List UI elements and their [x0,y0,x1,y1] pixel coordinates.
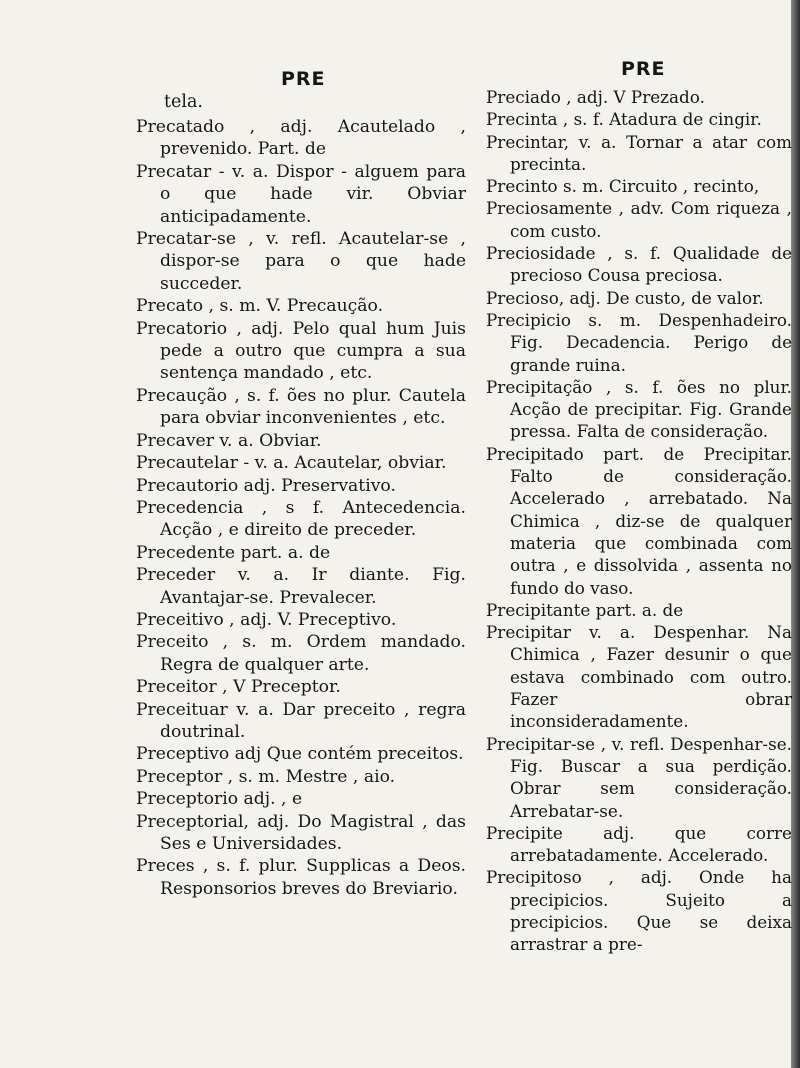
dictionary-entry: Precatar-se , v. refl. Acautelar-se , dispor-se para o que hade succeder. [136,229,466,294]
dictionary-entry: Preciado , adj. V Prezado. [486,87,705,107]
dictionary-entry: Precautorio adj. Preservativo. [136,475,396,496]
left-running-header: PRE [281,68,326,90]
dictionary-entry: Preciosidade , s. f. Qualidade de precioso Cousa preciosa. [486,243,792,286]
dictionary-entry: Precipitar-se , v. refl. Despenhar-se. Fig. Buscar a sua perdição. Obrar sem consideração. Arrebatar-se. [486,733,792,821]
dictionary-entry: Precedencia , s f. Antecedencia. Acção , e direito de preceder. [136,497,466,541]
dictionary-entry: Precipitado part. de Precipitar. Falto de consideração. Accelerado , arrebatado. Na Chimica , diz-se de qualquer materia que combinada com outra , e dissolvida , assenta no fundo do vaso. [486,443,792,598]
left-entry-list [136,116,466,900]
dictionary-entry: Precato , s. m. V. Precaução. [136,296,384,317]
dictionary-entry: Precautelar - v. a. Acautelar, obviar. [136,453,447,474]
dictionary-entry: Preceder v. a. Ir diante. Fig. Avantajar-se. Prevalecer. [136,565,466,608]
dictionary-entry: Precipitoso , adj. Onde ha precipicios. Sujeito a precipicios. Que se deixa arrastrar a pre- [486,867,792,955]
dictionary-entry: Precaver v. a. Obviar. [136,430,322,451]
dictionary-entry: Preceitor , V Preceptor. [136,677,341,698]
right-running-header: PRE [621,58,666,80]
dictionary-entry: Preceptivo adj Que contém preceitos. [136,744,464,765]
dictionary-entry: Precintar, v. a. Tornar a atar com precinta. [486,131,792,174]
dictionary-entry: Preceituar v. a. Dar preceito , regra doutrinal. [136,699,466,742]
dictionary-entry: Preciosamente , adv. Com riqueza , com custo. [486,198,792,241]
dictionary-entry: Preces , s. f. plur. Supplicas a Deos. Responsorios breves do Breviario. [136,856,466,899]
dictionary-entry: Preceitivo , adj. V. Preceptivo. [136,609,397,630]
dictionary-entry: Preceptorial, adj. Do Magistral , das Ses e Universidades. [136,811,466,854]
page-binding-edge [791,0,800,1068]
dictionary-entry: Precinta , s. f. Atadura de cingir. [486,109,762,130]
dictionary-entry: Precatar - v. a. Dispor - alguem para o que hade vir. Obviar anticipadamente. [136,161,466,227]
continuation-text: tela. [164,92,203,112]
right-entry-list [486,86,792,956]
dictionary-entry: Preceptorio adj. , e [136,789,303,810]
dictionary-entry: Precinto s. m. Circuito , recinto, [486,176,760,197]
dictionary-entry: Precioso, adj. De custo, de valor. [486,287,764,308]
dictionary-entry: Precipite adj. que corre arrebatadamente. Accelerado. [486,822,792,866]
dictionary-entry: Precipitar v. a. Despenhar. Na Chimica , Fazer desunir o que estava combinado com outro. Fazer obrar inconsideradamente. [486,622,792,732]
dictionary-entry: Precedente part. a. de [136,542,331,563]
dictionary-entry: Precaução , s. f. ões no plur. Cautela para obviar inconvenientes , etc. [136,385,466,429]
dictionary-entry: Precipitação , s. f. ões no plur. Acção de precipitar. Fig. Grande pressa. Falta de consideração. [486,376,792,442]
dictionary-entry: Preceptor , s. m. Mestre , aio. [136,766,396,787]
dictionary-entry: Precatorio , adj. Pelo qual hum Juis pede a outro que cumpra a sua sentença mandado , etc. [136,318,466,384]
dictionary-entry: Precipitante part. a. de [486,599,684,620]
dictionary-entry: Preceito , s. m. Ordem mandado. Regra de qualquer arte. [136,632,466,675]
dictionary-entry: Precatado , adj. Acautelado , prevenido. Part. de [136,117,466,160]
dictionary-entry: Precipicio s. m. Despenhadeiro. Fig. Decadencia. Perigo de grande ruina. [486,309,792,375]
